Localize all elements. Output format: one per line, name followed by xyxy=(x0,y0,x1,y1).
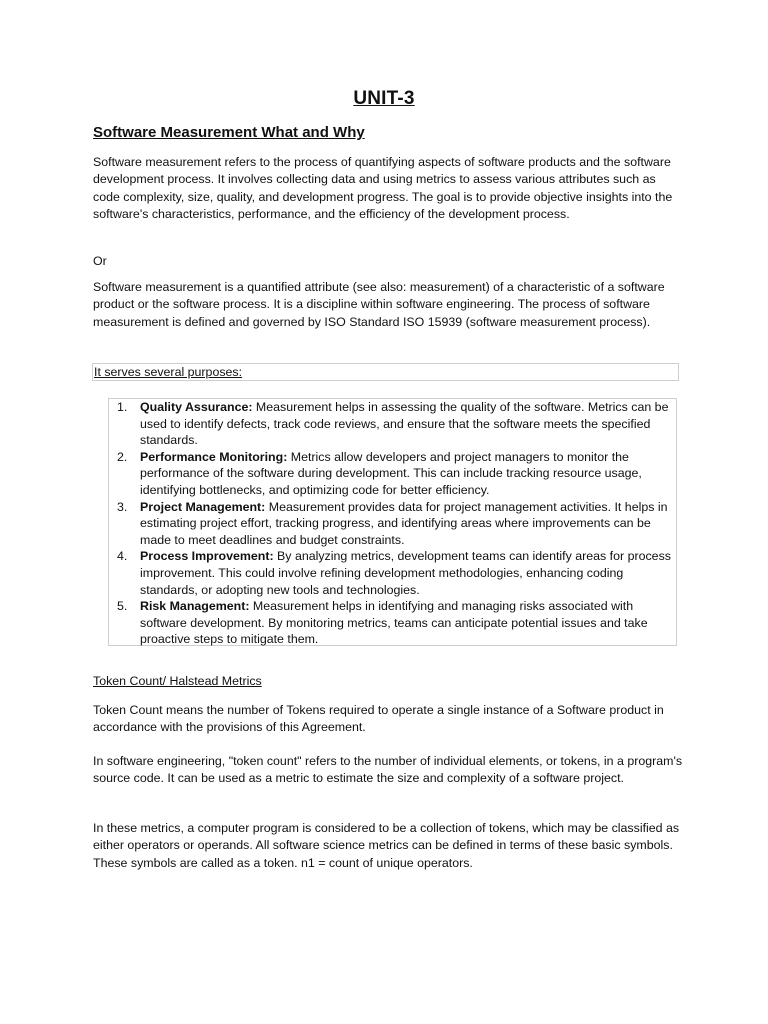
purposes-label-box xyxy=(92,363,679,381)
list-item-text: Measurement helps in assessing the quality of the software. Metrics can be used to identify defects, track code reviews, and ensure that the software meets the specified standards. xyxy=(140,400,669,448)
list-item-text: By analyzing metrics, development teams can identify areas for process improvement. This could involve refining development methodologies, enhancing coding standards, or adopting new tools and technologies. xyxy=(140,549,671,597)
section-heading: Software Measurement What and Why xyxy=(93,124,365,141)
list-item-number: 2. xyxy=(117,449,128,464)
page-title: UNIT-3 xyxy=(353,88,415,109)
list-item xyxy=(109,449,678,499)
purposes-list xyxy=(109,399,678,648)
paragraph-token-count: Token Count means the number of Tokens required to operate a single instance of a Software product in accordance with the provisions of this Agreement. xyxy=(93,703,664,735)
list-item-term: Process Improvement: xyxy=(140,549,274,564)
paragraph-definition: Software measurement refers to the process of quantifying aspects of software products and the software development process. It involves collecting data and using metrics to assess various attributes such as code complexity, size, quality, and development progress. The goal is to provide objective insights into the software's characteristics, performance, and the efficiency of the development process. xyxy=(93,155,673,221)
list-item xyxy=(109,399,678,449)
list-item-term: Performance Monitoring: xyxy=(140,449,288,464)
paragraph-iso-definition: Software measurement is a quantified attribute (see also: measurement) of a characteristic of a software product or the software process. It is a discipline within software engineering. The process of software measurement is defined and governed by ISO Standard ISO 15939 (software measurement process). xyxy=(93,280,665,329)
list-item-number: 3. xyxy=(117,499,128,514)
list-item-text: Metrics allow developers and project managers to monitor the performance of the software during development. This can include tracking resource usage, identifying bottlenecks, and optimizing code for better efficiency. xyxy=(140,449,642,497)
list-item-number: 4. xyxy=(117,549,128,564)
purposes-list-box xyxy=(108,398,677,646)
token-count-heading: Token Count/ Halstead Metrics xyxy=(93,674,262,688)
paragraph-token-count-engineering: In software engineering, "token count" refers to the number of individual elements, or tokens, in a program's source code. It can be used as a metric to estimate the size and complexity of a software project. xyxy=(93,754,683,786)
list-item xyxy=(109,499,678,549)
list-item-term: Risk Management: xyxy=(140,599,250,614)
paragraph-or: Or xyxy=(93,254,107,268)
paragraph-token-metrics: In these metrics, a computer program is considered to be a collection of tokens, which may be classified as either operators or operands. All software science metrics can be defined in terms of these basic symbols. These symbols are called as a token. n1 = count of unique operators. xyxy=(93,821,680,870)
list-item-term: Project Management: xyxy=(140,499,266,514)
list-item-number: 5. xyxy=(117,599,128,614)
list-item xyxy=(109,548,678,598)
purposes-label: It serves several purposes: xyxy=(94,365,243,379)
list-item-text: Measurement provides data for project management activities. It helps in estimating project effort, tracking progress, and identifying areas where improvements can be made to meet deadlines and budget constraints. xyxy=(140,499,668,547)
list-item xyxy=(109,598,678,648)
list-item-term: Quality Assurance: xyxy=(140,400,253,414)
list-item-text: Measurement helps in identifying and managing risks associated with software development. By monitoring metrics, teams can anticipate potential issues and take proactive steps to mitigate them. xyxy=(140,599,648,647)
list-item-number: 1. xyxy=(117,400,128,414)
